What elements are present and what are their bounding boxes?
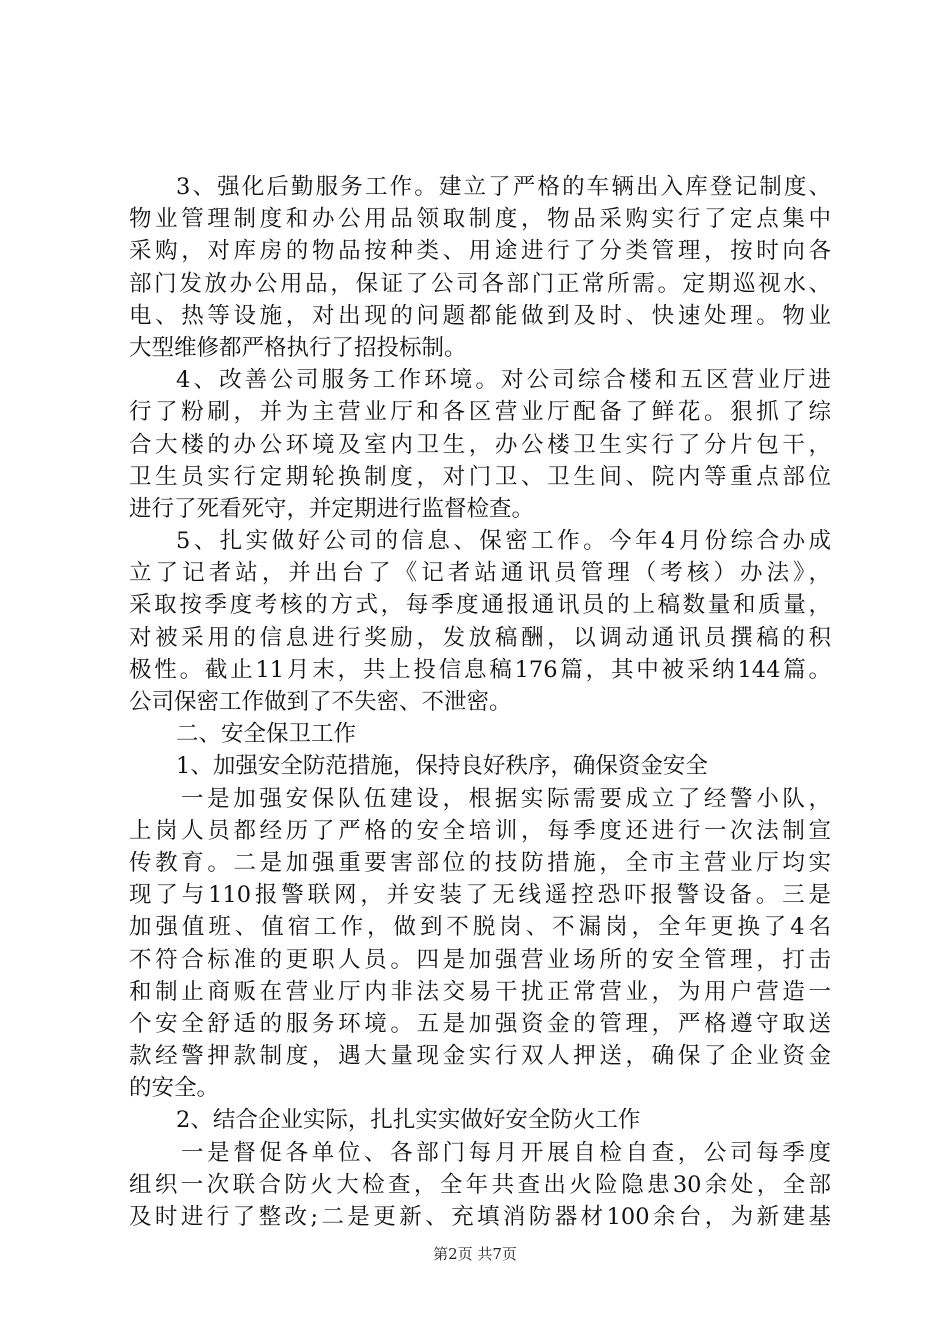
- text-line: 个安全舒适的服务环境。五是加强资金的管理，严格遵守取送: [129, 1010, 831, 1037]
- section-heading: 二、安全保卫工作: [176, 721, 357, 748]
- text-line: 极性。截止11月末，共上投信息稿176篇，其中被采纳144篇。: [129, 656, 831, 683]
- text-line: 组织一次联合防火大检查，全年共查出火险隐患30余处，全部: [129, 1171, 831, 1198]
- text-line: 一是加强安保队伍建设，根据实际需要成立了经警小队，: [181, 785, 831, 812]
- text-line: 合大楼的办公环境及室内卫生，办公楼卫生实行了分片包干，: [129, 431, 831, 458]
- text-line: 公司保密工作做到了不失密、不泄密。: [129, 689, 512, 715]
- text-line: 及时进行了整改;二是更新、充填消防器材100余台，为新建基: [129, 1204, 831, 1230]
- text-line: 大型维修都严格执行了招投标制。: [129, 334, 467, 361]
- text-line: 和制止商贩在营业厅内非法交易干扰正常营业，为用户营造一: [129, 978, 831, 1005]
- text-line: 款经警押款制度，遇大量现金实行双人押送，确保了企业资金: [129, 1043, 831, 1070]
- text-line: 传教育。二是加强重要害部位的技防措施，全市主营业厅均实: [129, 849, 831, 876]
- text-line: 采取按季度考核的方式，每季度通报通讯员的上稿数量和质量，: [129, 592, 831, 619]
- text-line: 电、热等设施，对出现的问题都能做到及时、快速处理。物业: [129, 302, 831, 329]
- text-line: 5、扎实做好公司的信息、保密工作。今年4月份综合办成: [176, 528, 831, 555]
- document-body: [129, 171, 831, 1233]
- text-line: 对被采用的信息进行奖励，发放稿酬，以调动通讯员撰稿的积: [129, 624, 831, 651]
- text-line: 卫生员实行定期轮换制度，对门卫、卫生间、院内等重点部位: [129, 463, 831, 490]
- subsection-heading: 1、加强安全防范措施，保持良好秩序，确保资金安全: [176, 753, 708, 780]
- text-line: 物业管理制度和办公用品领取制度，物品采购实行了定点集中: [129, 206, 831, 233]
- text-line: 部门发放办公用品，保证了公司各部门正常所需。定期巡视水、: [129, 270, 831, 297]
- subsection-heading: 2、结合企业实际，扎扎实实做好安全防火工作: [176, 1107, 641, 1134]
- text-line: 行了粉刷，并为主营业厅和各区营业厅配备了鲜花。狠抓了综: [129, 399, 831, 426]
- text-line: 立了记者站，并出台了《记者站通讯员管理（考核）办法》，: [129, 560, 831, 587]
- text-line: 3、强化后勤服务工作。建立了严格的车辆出入库登记制度、: [176, 174, 831, 200]
- text-line: 加强值班、值宿工作，做到不脱岗、不漏岗，全年更换了4名: [129, 914, 831, 941]
- text-line: 的安全。: [129, 1075, 220, 1102]
- text-line: 现了与110报警联网，并安装了无线遥控恐吓报警设备。三是: [129, 882, 831, 909]
- text-line: 进行了死看死守，并定期进行监督检查。: [129, 495, 535, 522]
- text-line: 不符合标准的更职人员。四是加强营业场所的安全管理，打击: [129, 946, 831, 973]
- text-line: 4、改善公司服务工作环境。对公司综合楼和五区营业厅进: [176, 367, 831, 394]
- text-line: 上岗人员都经历了严格的安全培训，每季度还进行一次法制宣: [129, 817, 831, 844]
- text-line: 采购，对库房的物品按种类、用途进行了分类管理，按时向各: [129, 238, 831, 265]
- page-number-footer: 第2页 共7页: [433, 1245, 517, 1263]
- text-line: 一是督促各单位、各部门每月开展自检自查，公司每季度: [181, 1139, 831, 1166]
